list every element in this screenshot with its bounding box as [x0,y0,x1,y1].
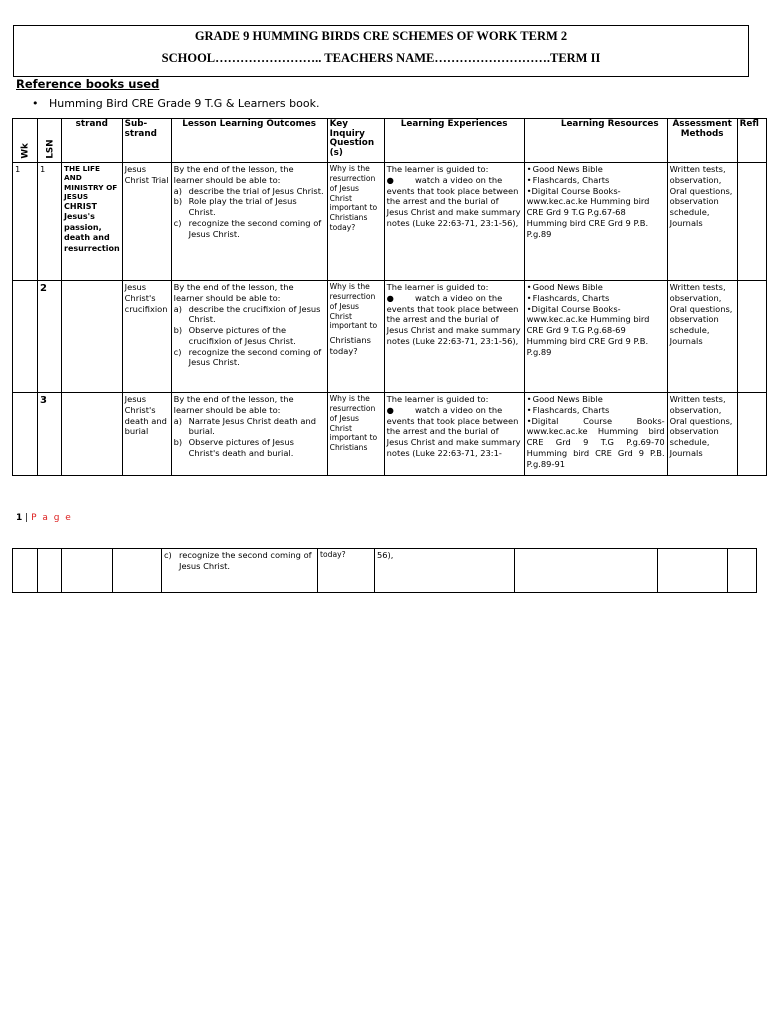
cell-reflection [728,549,757,593]
cell-question: Why is the resurrection of Jesus Christ important to Christians today? [327,163,384,281]
header-experiences: Learning Experiences [384,119,524,163]
bullet-icon: • [526,394,532,404]
strand-title: THE LIFE AND MINISTRY OF JESUS [64,164,118,202]
header-wk: Wk [13,119,38,163]
bullet-icon: ● [386,292,394,303]
bullet-icon: ● [386,174,394,185]
experience-intro: The learner is guided to: [386,164,489,174]
bullet-icon: • [526,185,532,196]
cell-resources [524,281,667,393]
cell-reflection [737,393,766,476]
page-label: P a g e [31,513,73,523]
cell-reflection [737,163,766,281]
bullet-icon: ● [386,404,394,415]
cell-sub-strand [113,549,162,593]
cell-resources [524,163,667,281]
title-line-2: SCHOOL…………………….. TEACHERS NAME……………………….TERM II [161,51,601,65]
resource-item: • Good News Bible [526,282,603,292]
cell-strand [62,393,123,476]
cell-wk [13,549,38,593]
cell-strand [62,281,123,393]
table-header-row [13,119,767,163]
bullet-icon: • [526,415,532,426]
header-strand: strand [62,119,123,163]
bullet-icon: • [526,282,532,292]
header-question: Key Inquiry Question (s) [327,119,384,163]
resource-item: •Digital Course Books-www.kec.ac.ke Humming bird CRE Grd 9 T.G P.g.69-70 Humming bird CRE Grd 9 P.B. P.g.89-91 [526,415,665,469]
cell-sub-strand: Jesus Christ's crucifixion [122,281,171,393]
outcome-item: b) Role play the trial of Jesus Christ. [173,196,297,218]
page-separator: | [25,513,29,523]
cell-resources [515,549,658,593]
cell-outcomes [162,549,318,593]
reference-item [32,97,319,110]
outcome-item: c) recognize the second coming of Jesus Christ. [173,217,322,239]
bullet-icon: • [526,174,532,185]
cell-question [327,281,384,393]
header-resources: Learning Resources [524,119,667,163]
bullet-icon: • [526,303,532,314]
header-reflection: Refl [737,119,766,163]
cell-outcomes [171,163,327,281]
cell-lsn [38,549,62,593]
outcome-item: c) recognize the second coming of Jesus Christ. [164,550,312,571]
experience-intro: The learner is guided to: [386,394,489,404]
resource-item: • Flashcards, Charts [526,292,610,303]
experience-text: ● watch a video on the events that took place between the arrest and the burial of Jesus Christ and make summary notes (Luke 22:63-71, 23:1- [386,404,521,458]
experience-text: ● watch a video on the events that took place between the arrest and the burial of Jesus Christ and make summary notes (Luke 22:63-71, 23:1-56), [386,174,521,228]
question-text: Why is the resurrection of Jesus Christ important to [329,282,378,331]
scheme-table [12,118,767,476]
page-footer [16,513,72,523]
cell-outcomes [171,393,327,476]
page-number: 1 [16,513,23,523]
header-lsn: LSN [38,119,62,163]
cell-experiences [384,393,524,476]
continuation-table [12,548,757,593]
strand-subtitle: CHRIST Jesus's passion, death and resurrection [64,201,120,253]
cell-resources [524,393,667,476]
bullet-icon: • [526,404,532,415]
question-text-continued: Christians today? [329,335,371,357]
cell-assessment: Written tests, observation, Oral questions, observation schedule, Journals [667,163,737,281]
header-outcomes: Lesson Learning Outcomes [171,119,327,163]
reference-heading: Reference books used [16,77,160,91]
cell-outcomes [171,281,327,393]
table-row [13,163,767,281]
document-title-box [13,25,749,77]
cell-sub-strand: Jesus Christ's death and burial [122,393,171,476]
cell-assessment: Written tests, observation, Oral questions, observation schedule, Journals [667,281,737,393]
bullet-icon: • [526,164,532,174]
cell-lsn: 3 [38,393,62,476]
cell-strand [62,163,123,281]
cell-sub-strand: Jesus Christ Trial [122,163,171,281]
resource-item: •Digital Course Books-www.kec.ac.ke Humming bird CRE Grd 9 T.G P.g.68-69 Humming bird CRE Grd 9 P.B. P.g.89 [526,303,650,357]
header-sub-strand: Sub-strand [122,119,171,163]
bullet-icon: • [32,97,39,110]
experience-text: ● watch a video on the events that took place between the arrest and the burial of Jesus Christ and make summary notes (Luke 22:63-71, 23:1-56), [386,292,521,346]
cell-experiences [384,163,524,281]
cell-wk: 1 [13,163,38,281]
cell-question: today? [318,549,375,593]
table-row [13,281,767,393]
resource-item: • Good News Bible [526,164,603,174]
table-row [13,393,767,476]
reference-item-text: Humming Bird CRE Grade 9 T.G & Learners book. [49,97,320,110]
outcomes-intro: By the end of the lesson, the learner should be able to: [173,164,294,185]
cell-experiences [384,281,524,393]
outcomes-intro: By the end of the lesson, the learner should be able to: [173,282,294,303]
bullet-icon: • [526,292,532,303]
cell-assessment [658,549,728,593]
resource-item: • Flashcards, Charts [526,174,610,185]
cell-wk [13,281,38,393]
cell-lsn: 1 [38,163,62,281]
cell-lsn: 2 [38,281,62,393]
table-row [13,549,757,593]
header-assessment: Assessment Methods [667,119,737,163]
resource-item: • Good News Bible [526,394,603,404]
cell-wk [13,393,38,476]
cell-strand [62,549,113,593]
outcome-item: a) describe the crucifixion of Jesus Christ. [173,303,321,325]
cell-assessment: Written tests, observation, Oral questions, observation schedule, Journals [667,393,737,476]
outcome-item: b) Observe pictures of Jesus Christ's death and burial. [173,437,294,458]
outcome-item: c) recognize the second coming of Jesus Christ. [173,346,322,368]
outcome-item: a) describe the trial of Jesus Christ. [173,185,324,196]
cell-reflection [737,281,766,393]
experience-intro: The learner is guided to: [386,282,489,292]
cell-experiences: 56), [375,549,515,593]
resource-item: •Digital Course Books-www.kec.ac.ke Humming bird CRE Grd 9 T.G P.g.67-68 Humming bird CRE Grd 9 P.B. P.g.89 [526,185,650,239]
title-line-1: GRADE 9 HUMMING BIRDS CRE SCHEMES OF WORK TERM 2 [194,29,568,43]
outcome-item: a) Narrate Jesus Christ death and burial. [173,415,316,437]
resource-item: • Flashcards, Charts [526,404,610,415]
outcome-item: b) Observe pictures of the crucifixion of Jesus Christ. [173,325,296,346]
cell-question: Why is the resurrection of Jesus Christ important to Christians [327,393,384,476]
outcomes-intro: By the end of the lesson, the learner should be able to: [173,394,294,415]
